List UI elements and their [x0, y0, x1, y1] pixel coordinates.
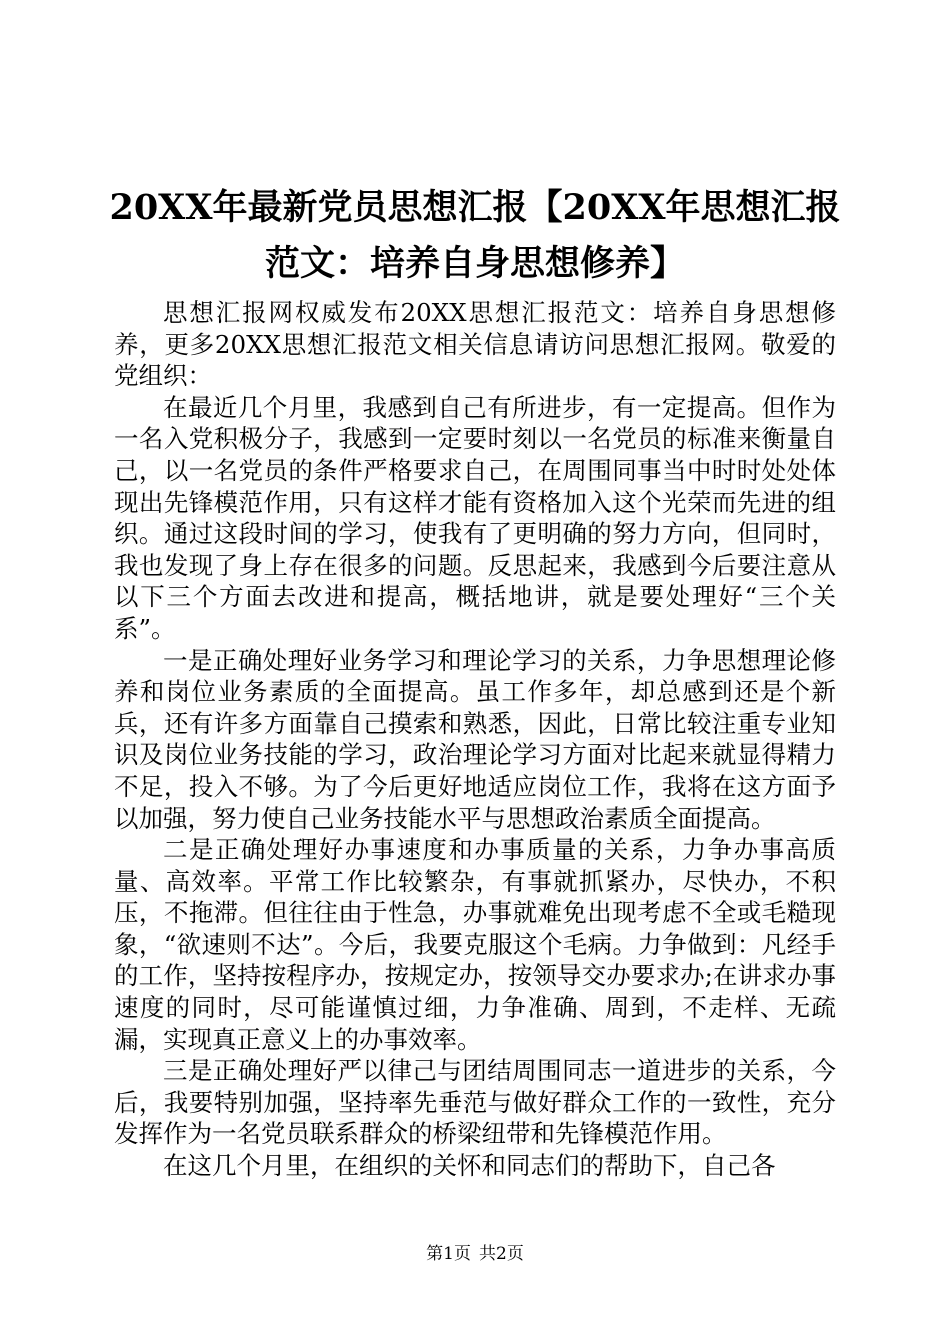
paragraph-point-one: 一是正确处理好业务学习和理论学习的关系，力争思想理论修养和岗位业务素质的全面提高。虽工作多年，却总感到还是个新兵，还有许多方面靠自己摸索和熟悉，因此，日常比较注重专业知识及岗位业务技能的学习，政治理论学习方面对比起来就显得精力不足，投入不够。为了今后更好地适应岗位工作，我将在这方面予以加强，努力使自己业务技能水平与思想政治素质全面提高。	[114, 645, 836, 833]
page-total: 共2页	[479, 1244, 524, 1264]
page-footer	[0, 1242, 950, 1266]
paragraph-intro: 思想汇报网权威发布20XX思想汇报范文：培养自身思想修养，更多20XX思想汇报范文相关信息请访问思想汇报网。敬爱的党组织：	[114, 298, 836, 391]
paragraph-closing: 在这几个月里，在组织的关怀和同志们的帮助下，自己各	[163, 1151, 776, 1181]
paragraph-point-three: 三是正确处理好严以律己与团结周围同志一道进步的关系，今后，我要特别加强，坚持率先垂范与做好群众工作的一致性，充分发挥作为一名党员联系群众的桥梁纽带和先锋模范作用。	[114, 1056, 836, 1149]
title-line-1: 20XX年最新党员思想汇报【20XX年思想汇报	[109, 187, 841, 228]
paragraph-progress: 在最近几个月里，我感到自己有所进步，有一定提高。但作为一名入党积极分子，我感到一定要时刻以一名党员的标准来衡量自己，以一名党员的条件严格要求自己，在周围同事当中时时处处体现出先锋模范作用，只有这样才能有资格加入这个光荣而先进的组织。通过这段时间的学习，使我有了更明确的努力方向，但同时，我也发现了身上存在很多的问题。反思起来，我感到今后要注意从以下三个方面去改进和提高，概括地讲，就是要处理好“三个关系”。	[114, 392, 836, 643]
document-body	[114, 297, 836, 1182]
page-number: 第1页	[426, 1244, 471, 1264]
title-line-2: 范文：培养自身思想修养】	[264, 243, 685, 284]
document-title	[100, 180, 850, 292]
paragraph-point-two: 二是正确处理好办事速度和办事质量的关系，力争办事高质量、高效率。平常工作比较繁杂，有事就抓紧办，尽快办，不积压，不拖滞。但往往由于性急，办事就难免出现考虑不全或毛糙现象，“欲速则不达”。今后，我要克服这个毛病。力争做到：凡经手的工作，坚持按程序办，按规定办，按领导交办要求办;在讲求办事速度的同时，尽可能谨慎过细，力争准确、周到，不走样、无疏漏，实现真正意义上的办事效率。	[114, 835, 836, 1054]
